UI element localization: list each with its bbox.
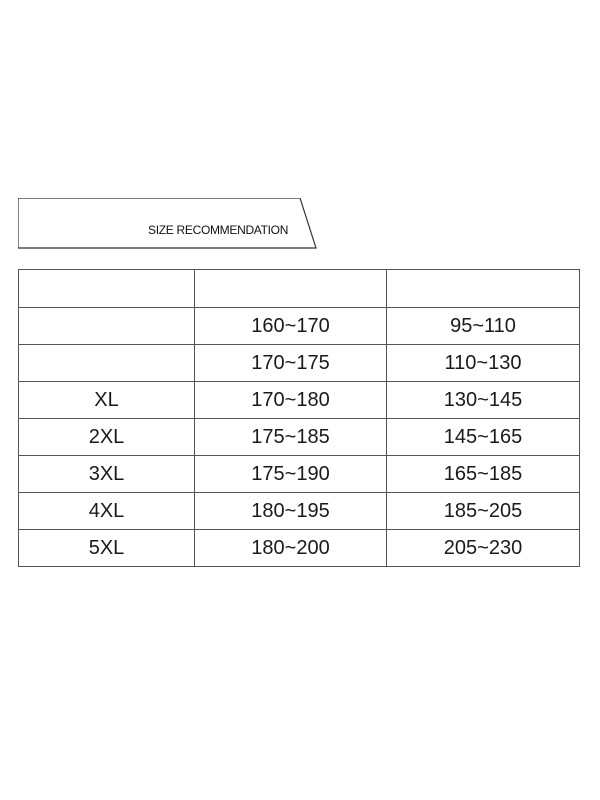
- height-cell: 170~175: [195, 345, 387, 382]
- size-cell: 4XL: [19, 493, 195, 530]
- weight-cell: 165~185: [387, 456, 580, 493]
- height-cell: 175~185: [195, 419, 387, 456]
- size-cell: [19, 308, 195, 345]
- header-cell-height: [195, 270, 387, 308]
- weight-cell: 95~110: [387, 308, 580, 345]
- height-cell: 180~200: [195, 530, 387, 567]
- table-row: [19, 456, 580, 493]
- size-cell: 5XL: [19, 530, 195, 567]
- header-cell-weight: [387, 270, 580, 308]
- size-cell: [19, 345, 195, 382]
- height-cell: 175~190: [195, 456, 387, 493]
- weight-cell: 110~130: [387, 345, 580, 382]
- size-cell: 2XL: [19, 419, 195, 456]
- height-cell: 160~170: [195, 308, 387, 345]
- size-cell: 3XL: [19, 456, 195, 493]
- height-cell: 170~180: [195, 382, 387, 419]
- table-row: [19, 530, 580, 567]
- section-title: SIZE RECOMMENDATION: [148, 223, 289, 237]
- table-row: [19, 382, 580, 419]
- table-row: [19, 493, 580, 530]
- weight-cell: 205~230: [387, 530, 580, 567]
- table-header-row: [19, 270, 580, 308]
- size-recommendation-tab: [18, 198, 318, 250]
- table-row: [19, 308, 580, 345]
- table-row: [19, 419, 580, 456]
- size-chart-table: [18, 269, 580, 567]
- header-cell-size: [19, 270, 195, 308]
- table-row: [19, 345, 580, 382]
- height-cell: 180~195: [195, 493, 387, 530]
- size-cell: XL: [19, 382, 195, 419]
- weight-cell: 130~145: [387, 382, 580, 419]
- weight-cell: 185~205: [387, 493, 580, 530]
- weight-cell: 145~165: [387, 419, 580, 456]
